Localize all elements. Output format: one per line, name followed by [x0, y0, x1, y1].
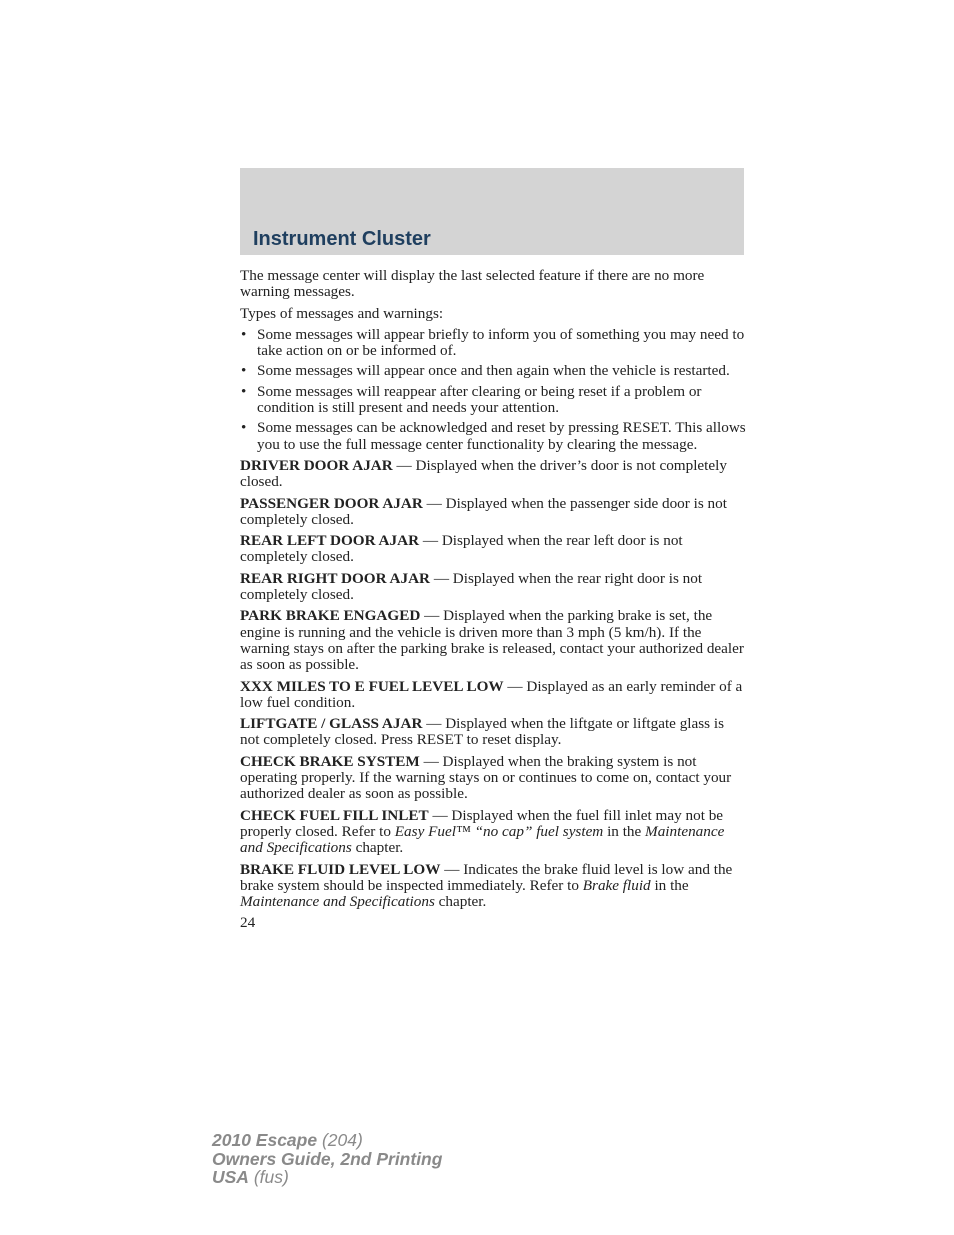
list-item — [240, 384, 746, 417]
cross-reference: Brake fluid — [582, 876, 651, 894]
message-entry-brake-fluid — [240, 862, 746, 911]
bullet-icon: • — [241, 419, 247, 437]
message-entry — [240, 533, 746, 566]
message-description: — Displayed when the parking brake is set, the engine is running and the vehicle is driven more than 3 mph (5 km/h). If the warning stays on after the parking brake is released, contact your authorized dealer as soon as possible. — [240, 607, 744, 674]
document-footer — [212, 1131, 442, 1187]
footer-market: USA — [212, 1167, 249, 1187]
list-item-text: Some messages will appear once and then again when the vehicle is restarted. — [257, 362, 730, 380]
message-entry — [240, 571, 746, 604]
chapter-reference: Maintenance and Specifications — [240, 822, 725, 857]
bullet-icon: • — [241, 382, 247, 400]
message-entry — [240, 754, 746, 803]
message-term: REAR RIGHT DOOR AJAR — [240, 569, 431, 587]
message-entry — [240, 716, 746, 749]
message-term: XXX MILES TO E FUEL LEVEL LOW — [240, 677, 504, 695]
cross-reference: Easy Fuel™ “no cap” fuel system — [394, 822, 604, 840]
message-term: LIFTGATE / GLASS AJAR — [240, 715, 423, 733]
message-description: — Displayed as an early reminder of a low fuel condition. — [240, 677, 743, 711]
message-description: — Displayed when the fuel fill inlet may not be properly closed. Refer to — [240, 806, 724, 840]
message-description: — Displayed when the braking system is not operating properly. If the warning stays on or continues to come on, contact your authorized dealer as soon as possible. — [240, 752, 732, 803]
footer-line: Owners Guide, 2nd Printing — [212, 1148, 443, 1169]
message-description: chapter. — [351, 839, 404, 857]
message-entry — [240, 458, 746, 491]
list-item — [240, 420, 746, 453]
page-content — [240, 268, 746, 932]
intro-paragraph: The message center will display the last selected feature if there are no more warning messages. — [240, 267, 705, 301]
message-term: PARK BRAKE ENGAGED — [240, 607, 421, 625]
page-number: 24 — [240, 914, 256, 932]
section-title: Instrument Cluster — [253, 228, 431, 250]
footer-market-code: (fus) — [248, 1167, 289, 1187]
footer-model: 2010 Escape — [212, 1130, 318, 1150]
footer-model-code: (204) — [317, 1130, 363, 1150]
message-term: BRAKE FLUID LEVEL LOW — [240, 860, 441, 878]
message-entry — [240, 496, 746, 529]
list-item — [240, 363, 746, 379]
section-header-band — [240, 168, 744, 255]
message-description: — Displayed when the passenger side door is not completely closed. — [240, 494, 727, 528]
message-entry-fuel-fill — [240, 808, 746, 857]
chapter-reference: Maintenance and Specifications — [240, 893, 435, 911]
intro-paragraph: Types of messages and warnings: — [240, 304, 444, 322]
message-description: in the — [603, 822, 646, 840]
footer-line — [212, 1131, 442, 1150]
message-term: REAR LEFT DOOR AJAR — [240, 532, 420, 550]
message-description: chapter. — [434, 893, 487, 911]
bullet-icon: • — [241, 325, 247, 343]
message-description: — Displayed when the liftgate or liftgate glass is not completely closed. Press RESET to reset display. — [240, 715, 725, 749]
list-item — [240, 327, 746, 360]
message-description: — Displayed when the rear right door is not completely closed. — [240, 569, 703, 604]
message-description: in the — [650, 876, 689, 894]
footer-line — [212, 1168, 442, 1187]
list-item-text: Some messages will reappear after clearing or being reset if a problem or condition is still present and needs your attention. — [257, 382, 702, 417]
message-term: DRIVER DOOR AJAR — [240, 456, 393, 474]
list-item-text: Some messages can be acknowledged and reset by pressing RESET. This allows you to use the full message center functionality by clearing the message. — [257, 419, 746, 453]
message-description: — Indicates the brake fluid level is low and the brake system should be inspected immediately. Refer to — [240, 860, 733, 894]
bullet-icon: • — [241, 362, 247, 380]
message-term: PASSENGER DOOR AJAR — [240, 494, 423, 512]
list-item-text: Some messages will appear briefly to inform you of something you may need to take action on or be informed of. — [257, 325, 745, 360]
message-entry — [240, 679, 746, 712]
message-term: CHECK FUEL FILL INLET — [240, 806, 429, 824]
message-term: CHECK BRAKE SYSTEM — [240, 752, 420, 770]
message-description: — Displayed when the driver’s door is not completely closed. — [240, 456, 727, 491]
message-entry — [240, 608, 746, 673]
message-type-list — [240, 327, 746, 453]
message-description: — Displayed when the rear left door is not completely closed. — [240, 532, 683, 566]
